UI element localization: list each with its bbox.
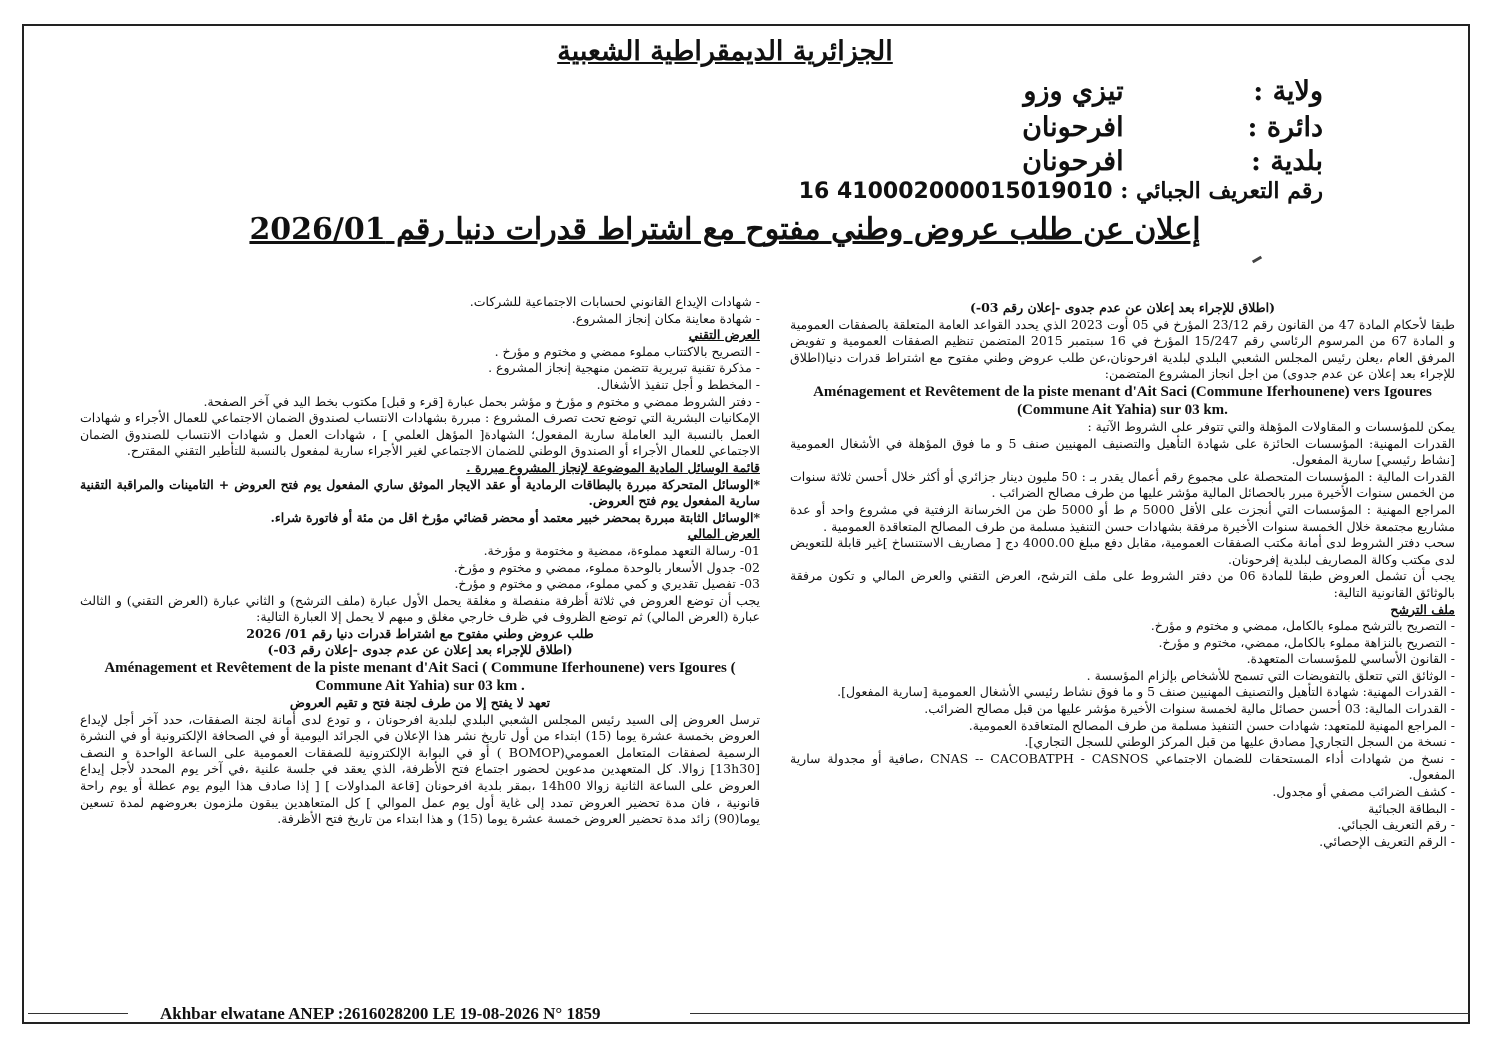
paragraph: يجب أن توضع العروض في ثلاثة أظرفة منفصلة و مغلقة يحمل الأول عبارة (ملف الترشح) و الثاني عبارة (العرض التقني) و الثالث عبارة (العرض المالي) ثم توضع الظروف في ظرف خارجي مغلق و مبهم لا يحمل إلا العبارة التالية: — [80, 592, 760, 625]
paragraph: - القدرات المهنية: شهادة التأهيل والتصنيف المهنيين صنف 5 و ما فوق نشاط رئيسي الأشغال العمومية [سارية المفعول]. — [837, 684, 1455, 700]
paragraph: Aménagement et Revêtement de la piste menant d'Ait Saci ( Commune Iferhounene) vers Igoures ( Commune Ait Yahia) sur 03 km . — [104, 660, 736, 695]
paragraph: 03- تفصيل تقديري و كمي مملوء، ممضي و مختوم و مؤرخ. — [454, 576, 760, 592]
paragraph: - المخطط و أجل تنفيذ الأشغال. — [596, 376, 760, 392]
paragraph: - الرقم التعريف الإحصائي. — [1319, 833, 1455, 849]
paragraph: - كشف الضرائب مصفي أو مجدول. — [1272, 784, 1455, 800]
publication-footer: Akhbar elwatane ANEP :2616028200 LE 19-08-2026 N° 1859 — [160, 1004, 601, 1023]
nif-value: 410002000015019010 16 — [798, 179, 1113, 204]
paragraph: القدرات المهنية: المؤسسات الحائزة على شهادة التأهيل والتصنيف المهنيين صنف 5 و ما فوق المؤهلة في الأشغال العمومية [نشاط رئيسي] سارية المفعول. — [790, 435, 1455, 468]
paragraph: 02- جدول الأسعار بالوحدة مملوء، ممضي و مختوم و مؤرخ. — [453, 559, 760, 575]
paragraph: - القانون الأساسي للمؤسسات المتعهدة. — [1246, 651, 1455, 667]
paragraph: - نسخة من السجل التجاري[ مصادق عليها من قبل المركز الوطني للسجل التجاري]. — [1024, 734, 1455, 750]
paragraph: القدرات المالية : المؤسسات المتحصلة على مجموع رقم أعمال يقدر بـ : 50 مليون دينار جزائري أو أكثر خلال أحسن ثلاثة سنوات من الخمس سنوات الأخيرة مبرر بالحصائل المالية مؤشر عليها من طرف مصالح الضرائب . — [790, 468, 1455, 501]
paragraph: - نسخ من شهادات أداء المستحقات للضمان الاجتماعي CNAS -- CACOBATPH - CASNOS ،صافية أو مجدولة سارية المفعول. — [790, 750, 1455, 783]
paragraph: - القدرات المالية: 03 أحسن حصائل مالية لخمسة سنوات الأخيرة مؤشر عليها من قبل مصالح الضرائب. — [924, 701, 1455, 717]
paragraph: - التصريح بالاكتتاب مملوء ممضي و مختوم و مؤرخ . — [494, 343, 760, 359]
wilaya-line — [1023, 76, 1323, 107]
paragraph: - المراجع المهنية للمتعهد: شهادات حسن التنفيذ مسلمة من طرف المصالح المتعاقدة العمومية. — [968, 717, 1455, 733]
paragraph: سحب دفتر الشروط لدى أمانة مكتب الصفقات العمومية، مقابل دفع مبلغ 4000.00 دج [ مصاريف الاستنساخ ]غير قابلة للتعويض لدى مكتب وكالة المصاريف لبلدية إفرحونان. — [790, 535, 1455, 567]
paragraph: يجب أن تشمل العروض طبقا للمادة 06 من دفتر الشروط على ملف الترشح، العرض التقني والعرض المالي و تكون مرفقة بالوثائق القانونية التالية: — [790, 568, 1455, 600]
paragraph: - شهادات الإيداع القانوني لحسابات الاجتماعية للشركات. — [469, 294, 760, 309]
daira-label: دائرة : — [1247, 112, 1323, 143]
paragraph: 01- رسالة التعهد مملوءة، ممضية و مختومة و مؤرخة. — [483, 542, 760, 558]
paragraph: - البطاقة الجبائية — [1368, 800, 1455, 816]
right-column — [790, 300, 1455, 850]
paragraph: قائمة الوسائل المادية الموضوعة لإنجاز المشروع مبررة . — [466, 459, 760, 475]
commune-line — [1022, 146, 1323, 177]
left-column — [80, 294, 760, 828]
paragraph: - دفتر الشروط ممضي و مختوم و مؤرخ و مؤشر بحمل عبارة [قرء و قبل] مكتوب بخط اليد في آخر الصفحة. — [203, 393, 760, 409]
paragraph: العرض التقني — [688, 327, 760, 343]
paragraph: الإمكانيات البشرية التي توضع تحت تصرف المشروع : مبررة بشهادات الانتساب لصندوق الضمان الاجتماعي للعمال الأجراء و شهادات العمل بالنسبة اليد العاملة سارية المفعول؛ الشهادة[ المؤهل العلمي ] ، شهادات العمل و شهادات الانتساب للصندوق الضمان الاجتماعي للعمال الأجراء أو الصندوق الوطني للضمان الاجتماعي لغير الأجراء سارية لمفعول بالنسبة للتأطير التقني المقترح. — [80, 410, 760, 459]
paragraph: *الوسائل المتحركة مبررة بالبطاقات الرمادية أو عقد الايجار الموثق ساري المفعول يوم فتح العروض + التامينات والمراقبة التقنية سارية المفعول يوم فتح العروض. — [80, 476, 760, 509]
nif-label: رقم التعريف الجبائي : — [1120, 178, 1323, 204]
state-heading: الجزائرية الديمقراطية الشعبية — [557, 36, 893, 67]
daira-value: افرحونان — [1022, 112, 1124, 143]
wilaya-value: تيزي وزو — [1023, 76, 1124, 107]
paragraph: Aménagement et Revêtement de la piste menant d'Ait Saci (Commune Iferhounene) vers Igoures (Commune Ait Yahia) sur 03 km. — [813, 383, 1432, 418]
paragraph: - مذكرة تقنية تبريرية تتضمن منهجية إنجاز المشروع . — [488, 360, 760, 376]
paragraph: يمكن للمؤسسات و المقاولات المؤهلة والتي تتوفر على الشروط الآتية : — [1087, 418, 1455, 434]
paragraph: ملف الترشح — [1390, 601, 1455, 617]
footer-rule-right — [690, 1013, 1470, 1014]
paragraph: - الوثائق التي تتعلق بالتفويضات التي تسمح للأشخاص بإلزام المؤسسة . — [1086, 667, 1455, 683]
footer-rule-left — [28, 1013, 128, 1014]
daira-line — [1022, 112, 1323, 143]
paragraph: (اطلاق للإجراء بعد إعلان عن عدم جدوى -إعلان رقم 03-) — [970, 300, 1275, 315]
announcement-title: إعلان عن طلب عروض وطني مفتوح مع اشتراط قدرات دنيا رقم 2026/01 — [249, 212, 1201, 247]
paragraph: تعهد لا يفتح إلا من طرف لجنة فتح و تقيم العروض — [289, 695, 551, 711]
paragraph: - شهادة معاينة مكان إنجاز المشروع. — [571, 310, 760, 326]
paragraph: المراجع المهنية : المؤسسات التي أنجزت على الأقل 5000 م ط أو 5000 طن من الخرسانة الزفتية في مشروع واحد أو عدة مشاريع مجتمعة خلال الخمسة سنوات الأخيرة مرفقة بشهادات حسن التنفيذ مسلمة من طرف المصالح المتعاقدة العمومية . — [790, 501, 1456, 534]
paragraph: (اطلاق للإجراء بعد إعلان عن عدم جدوى -إعلان رقم 03-) — [267, 642, 573, 658]
paragraph: - التصريح بالترشح مملوء بالكامل، ممضي و مختوم و مؤرخ. — [1150, 618, 1455, 634]
nif-line — [799, 178, 1323, 204]
commune-label: بلدية : — [1251, 146, 1323, 177]
commune-value: افرحونان — [1022, 146, 1124, 177]
paragraph: طبقا لأحكام المادة 47 من القانون رقم 23/12 المؤرخ في 05 أوت 2023 الذي يحدد القواعد العامة المتعلقة بالصفقات العمومية و المادة 67 من المرسوم الرئاسي رقم 15/247 المؤرخ في 16 سبتمبر 2015 المتضمن تنظيم الصفقات العمومية و تفويض المرفق العام ،يعلن رئيس المجلس الشعبي البلدي لبلدية افرحونان،عن طلب عروض وطني مفتوح مع اشتراط قدرات دنيا(اطلاق للإجراء بعد إعلان عن عدم جدوى) من اجل انجاز المشروع المتضمن: — [790, 316, 1456, 382]
paragraph: - التصريح بالنزاهة مملوء بالكامل، ممضي، مختوم و مؤرخ. — [1158, 634, 1455, 650]
paragraph: ترسل العروض إلى السيد رئيس المجلس الشعبي البلدي لبلدية افرحونان ، و تودع لدى أمانة لجنة الصفقات، حدد آخر أجل لإيداع العروض بخمسة عشرة يوما (15) ابتداء من أول تاريخ نشر هذا الإعلان في الجرائد اليومية أو في الصحافة الإلكترونية أو في النشرة الرسمية لصفقات المتعامل العمومي(BOMOP ) أو في البوابة الإلكترونية للصفقات العمومية على الساعة الواحدة و النصف [13h30] زوالا. كل المتعهدين مدعوين لحضور اجتماع فتح الأظرفة، الذي يعقد في جلسة علنية ،في آخر يوم المحدد لأجل إيداع العروض على الساعة الثانية زوالا 14h00 ،بمقر بلدية افرحونان [قاعة المداولات ] [ إذا صادف هذا اليوم يوم عطلة أو يوم راحة قانونية ، فان مدة تحضير العروض تمدد إلى غاية أول يوم عمل الموالي ] كل المتعاهدين يبقون ملزمون بعروضهم لمدة تسعين يوما(90) زائد مدة تحضير العروض خمسة عشرة يوما (15) و هذا ابتداء من تاريخ فتح الأظرفة. — [80, 711, 760, 827]
wilaya-label: ولاية : — [1253, 76, 1323, 107]
paragraph: - رقم التعريف الجبائي. — [1337, 817, 1455, 833]
paragraph: *الوسائل الثابتة مبررة بمحضر خبير معتمد أو محضر قضائي مؤرخ اقل من مئة أو فاتورة شراء. — [270, 509, 760, 525]
paragraph: العرض المالي — [687, 526, 760, 542]
paragraph: طلب عروض وطني مفتوح مع اشتراط قدرات دنيا رقم 01/ 2026 — [246, 625, 594, 641]
